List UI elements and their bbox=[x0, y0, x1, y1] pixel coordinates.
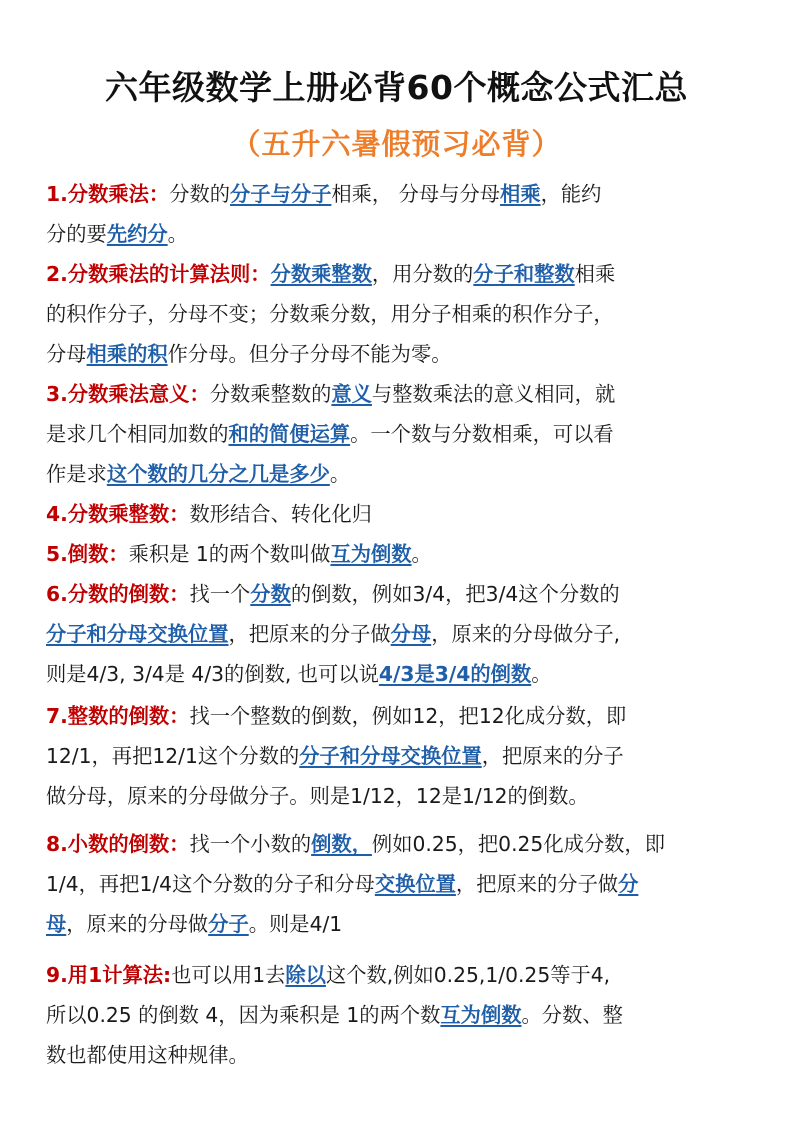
text-line bbox=[46, 995, 768, 1035]
key-term: 分子 bbox=[208, 912, 249, 936]
body-text: 的倒数，例如3/4，把3/4这个分数的 bbox=[290, 582, 620, 606]
text-line bbox=[46, 696, 768, 736]
key-term: 分子与分子 bbox=[230, 182, 332, 206]
body-text: ，把原来的分子做 bbox=[455, 872, 619, 896]
concept-label: 2.分数乘法的计算法则： bbox=[46, 262, 271, 286]
body-text: 1/4，再把1/4这个分数的分子和分母 bbox=[46, 872, 375, 896]
concept-label: 5.倒数： bbox=[46, 542, 129, 566]
body-text: 找一个小数的 bbox=[189, 832, 312, 856]
body-text: 与整数乘法的意义相同，就 bbox=[371, 382, 616, 406]
concept-item-6 bbox=[46, 574, 776, 694]
body-text: 数形结合、转化化归 bbox=[189, 502, 372, 526]
text-line bbox=[46, 254, 768, 294]
body-text: 。 bbox=[411, 542, 432, 566]
key-term: 分数乘整数 bbox=[270, 262, 372, 286]
body-text: 相乘， 分母与分母 bbox=[331, 182, 501, 206]
text-line bbox=[46, 454, 768, 494]
body-text: ，把原来的分子做 bbox=[228, 622, 391, 646]
key-term: 互为倒数 bbox=[440, 1003, 522, 1027]
key-term: 相乘 bbox=[500, 182, 541, 206]
key-term: 分子和整数 bbox=[473, 262, 575, 286]
text-line bbox=[46, 1035, 768, 1075]
key-term: 倒数， bbox=[311, 832, 372, 856]
text-line bbox=[46, 776, 768, 816]
body-text: 是求几个相同加数的 bbox=[46, 422, 229, 446]
body-text: 。则是4/1 bbox=[248, 912, 343, 936]
key-term: 和的简便运算 bbox=[228, 422, 351, 446]
body-text: 。分数、整 bbox=[521, 1003, 623, 1027]
body-text: 的积作分子，分母不变；分数乘分数，用分子相乘的积作分子， bbox=[46, 302, 614, 326]
body-text: 这个数,例如0.25,1/0.25等于4, bbox=[325, 963, 611, 987]
text-line bbox=[46, 904, 768, 944]
text-line bbox=[46, 494, 768, 534]
concept-item-7 bbox=[46, 696, 776, 816]
text-line bbox=[46, 534, 768, 574]
concept-label: 3.分数乘法意义： bbox=[46, 382, 210, 406]
text-line bbox=[46, 736, 768, 776]
body-text: ，原来的分母做分子, bbox=[431, 622, 621, 646]
body-text: ，能约 bbox=[540, 182, 602, 206]
body-text: 分数乘整数的 bbox=[209, 382, 332, 406]
concept-item-3 bbox=[46, 374, 776, 494]
body-text: 乘积是 1的两个数叫做 bbox=[128, 542, 331, 566]
body-text: 找一个整数的倒数，例如12，把12化成分数，即 bbox=[189, 704, 627, 728]
text-line bbox=[46, 294, 768, 334]
key-term: 除以 bbox=[285, 963, 326, 987]
key-term: 分子和分母交换位置 bbox=[299, 744, 482, 768]
concept-label: 7.整数的倒数： bbox=[46, 704, 190, 728]
body-text: 分的要 bbox=[46, 222, 107, 246]
body-text: ，用分数的 bbox=[371, 262, 474, 286]
text-line bbox=[46, 414, 768, 454]
key-term: 互为倒数 bbox=[330, 542, 412, 566]
concept-label: 1.分数乘法： bbox=[46, 182, 170, 206]
key-term: 分数 bbox=[250, 582, 291, 606]
body-text: 12/1，再把12/1这个分数的 bbox=[46, 744, 300, 768]
text-line bbox=[46, 864, 768, 904]
body-text: 则是4/3, 3/4是 4/3的倒数, 也可以说 bbox=[46, 662, 379, 686]
body-text: 。 bbox=[531, 662, 552, 686]
body-text: 相乘 bbox=[574, 262, 616, 286]
body-text: 作是求 bbox=[46, 462, 107, 486]
key-term: 分 bbox=[618, 872, 639, 896]
body-text: 做分母，原来的分母做分子。则是1/12，12是1/12的倒数。 bbox=[46, 784, 589, 808]
concept-item-2 bbox=[46, 254, 776, 374]
text-line bbox=[46, 955, 768, 995]
body-text: 。 bbox=[329, 462, 351, 486]
concept-item-1 bbox=[46, 174, 776, 254]
key-term: 母 bbox=[46, 912, 67, 936]
concept-label: 9.用1计算法: bbox=[46, 963, 172, 987]
body-text: 找一个 bbox=[189, 582, 251, 606]
body-text: 也可以用1去 bbox=[171, 963, 286, 987]
body-text: 分母 bbox=[46, 342, 87, 366]
body-text: ，原来的分母做 bbox=[66, 912, 209, 936]
key-term: 先约分 bbox=[106, 222, 168, 246]
text-line bbox=[46, 214, 768, 254]
concept-label: 4.分数乘整数： bbox=[46, 502, 190, 526]
body-text: ，把原来的分子 bbox=[481, 744, 624, 768]
body-text: 分数的 bbox=[169, 182, 231, 206]
concept-label: 6.分数的倒数： bbox=[46, 582, 190, 606]
concept-label: 8.小数的倒数： bbox=[46, 832, 190, 856]
concept-item-9 bbox=[46, 955, 776, 1075]
body-text: 。一个数与分数相乘，可以看 bbox=[350, 422, 614, 446]
key-term: 相乘的积 bbox=[86, 342, 168, 366]
text-line bbox=[46, 374, 768, 414]
body-text: 作分母。但分子分母不能为零。 bbox=[167, 342, 452, 366]
body-text: 。 bbox=[167, 222, 188, 246]
key-term: 分母 bbox=[390, 622, 432, 646]
text-line bbox=[46, 174, 768, 214]
body-text: 例如0.25，把0.25化成分数，即 bbox=[371, 832, 665, 856]
key-term: 交换位置 bbox=[374, 872, 456, 896]
key-term: 意义 bbox=[331, 382, 372, 406]
concept-item-4 bbox=[46, 494, 776, 534]
concept-item-5 bbox=[46, 534, 776, 574]
page-title: 六年级数学上册必背60个概念公式汇总 bbox=[105, 68, 688, 107]
key-term: 4/3是3/4的倒数 bbox=[378, 662, 532, 686]
key-term: 分子和分母交换位置 bbox=[46, 622, 229, 646]
text-line bbox=[46, 334, 768, 374]
page-subtitle: （五升六暑假预习必背） bbox=[231, 127, 562, 161]
text-line bbox=[46, 654, 768, 694]
concept-item-8 bbox=[46, 824, 776, 944]
text-line bbox=[46, 574, 768, 614]
key-term: 这个数的几分之几是多少 bbox=[106, 462, 330, 486]
text-line bbox=[46, 614, 768, 654]
body-text: 所以0.25 的倒数 4，因为乘积是 1的两个数 bbox=[46, 1003, 441, 1027]
text-line bbox=[46, 824, 768, 864]
body-text: 数也都使用这种规律。 bbox=[46, 1043, 249, 1067]
